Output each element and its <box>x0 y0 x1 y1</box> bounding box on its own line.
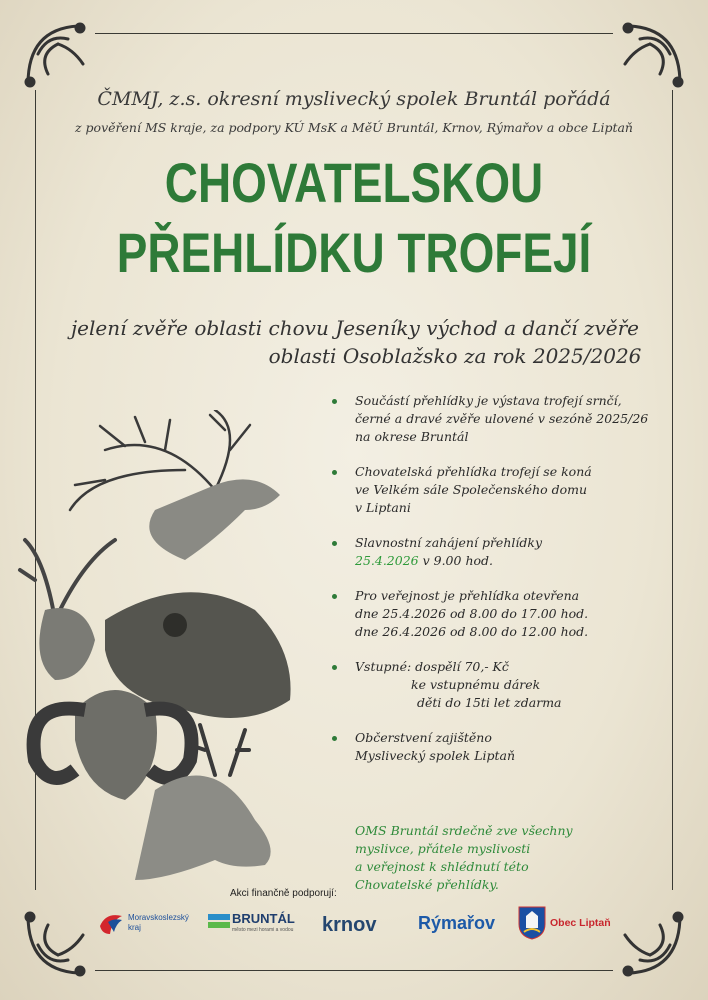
opening-time: v 9.00 hod. <box>418 553 493 568</box>
info2-line-2: ve Velkém sále Společenského domu <box>355 482 588 497</box>
frame-right <box>672 90 673 890</box>
list-item <box>328 658 668 712</box>
game-animals-illustration <box>15 410 305 880</box>
bruntal-tagline: město mezi horami a vodou <box>232 927 294 933</box>
admission-label: Vstupné: <box>355 659 412 674</box>
organizer-line: ČMMJ, z.s. okresní myslivecký spolek Bruntál pořádá <box>97 88 611 110</box>
msk-name-line-1: Moravskoslezský <box>128 913 189 922</box>
invite-line-2: myslivce, přátele myslivosti <box>355 841 531 856</box>
opening-date: 25.4.2026 <box>355 553 419 568</box>
info1-line-1: Součástí přehlídky je výstava trofejí srnčí, <box>355 393 622 408</box>
msk-emblem-icon <box>98 912 124 936</box>
corner-ornament-bottom-right <box>600 905 690 985</box>
liptan-name: Obec Liptaň <box>550 917 611 929</box>
event-info-list <box>328 392 668 765</box>
frame-top <box>95 33 613 34</box>
admission-gift: ke vstupnému dárek <box>411 677 541 692</box>
info2-line-3: v Liptani <box>355 500 411 515</box>
liptan-coat-of-arms-icon <box>518 906 546 940</box>
frame-bottom <box>95 970 613 971</box>
opening-datetime <box>355 552 668 570</box>
corner-ornament-bottom-left <box>18 905 108 985</box>
info1-line-3: na okrese Bruntál <box>355 429 469 444</box>
msk-name-line-2: kraj <box>128 923 141 932</box>
info6-line-1: Občerstvení zajištěno <box>355 730 492 745</box>
description-line-1: jelení zvěře oblasti chovu Jeseníky východ a dančí zvěře <box>70 316 639 340</box>
rymarov-logo: Rýmařov <box>418 913 496 933</box>
invite-line-1: OMS Bruntál srdečně zve všechny <box>355 823 573 838</box>
invitation-text <box>355 822 665 894</box>
title-line-2: PŘEHLÍDKU TROFEJÍ <box>116 221 592 284</box>
info4-line-3: dne 26.4.2026 od 8.00 do 12.00 hod. <box>355 624 589 639</box>
list-item <box>328 729 668 765</box>
info3-line-1: Slavnostní zahájení přehlídky <box>355 535 543 550</box>
info4-line-1: Pro veřejnost je přehlídka otevřena <box>355 588 580 603</box>
info2-line-1: Chovatelská přehlídka trofejí se koná <box>355 464 592 479</box>
info4-line-2: dne 25.4.2026 od 8.00 do 17.00 hod. <box>355 606 589 621</box>
corner-ornament-top-right <box>600 14 690 94</box>
description-line-2: oblasti Osoblažsko za rok 2025/2026 <box>268 344 642 368</box>
auspices-line: z pověření MS kraje, za podpory KÚ MsK a MěÚ Bruntál, Krnov, Rýmařov a obce Liptaň <box>75 120 633 135</box>
list-item <box>328 534 668 570</box>
admission-adults: dospělí 70,- Kč <box>415 659 509 674</box>
list-item <box>328 587 668 641</box>
admission-line <box>355 658 668 676</box>
bruntal-emblem-icon <box>208 914 230 930</box>
event-description <box>60 314 650 370</box>
list-item <box>328 463 668 517</box>
info1-line-2: černé a dravé zvěře ulovené v sezóně 2025/26 <box>355 411 649 426</box>
invite-line-3: a veřejnost k shlédnutí této <box>355 859 529 874</box>
title-line-1: CHOVATELSKOU <box>164 151 544 214</box>
bruntal-name: BRUNTÁL <box>232 911 295 926</box>
info6-line-2: Myslivecký spolek Liptaň <box>355 748 516 763</box>
corner-ornament-top-left <box>18 14 108 94</box>
invite-line-4: Chovatelské přehlídky. <box>355 877 499 892</box>
krnov-logo: krnov <box>322 914 377 936</box>
list-item <box>328 392 668 446</box>
sponsors-label: Akci finančně podporují: <box>230 888 337 899</box>
admission-kids: děti do 15ti let zdarma <box>417 695 562 710</box>
